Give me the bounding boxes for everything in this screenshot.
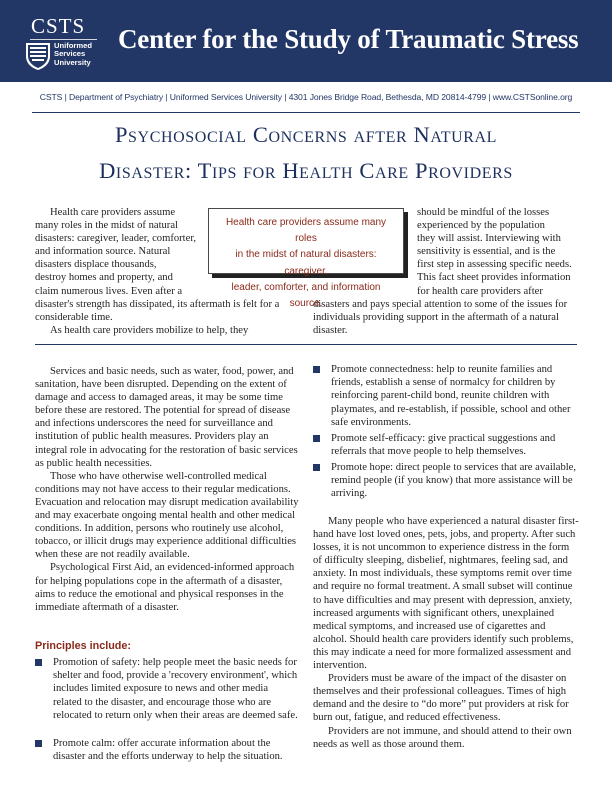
body-paragraph: Providers are not immune, and should attend to their own needs as well as those around them. (313, 725, 572, 750)
intro-line: should be mindful of the losses (417, 207, 550, 218)
intro-line: individuals providing support in the aftermath of a natural (313, 311, 559, 323)
intro-line: destroy homes and property, and (35, 272, 173, 284)
pull-quote-line: leader, comforter, and information source. (231, 281, 381, 310)
bullet-text: Promote self-efficacy: give practical suggestions and referrals that move people to help themselves. (331, 433, 556, 458)
header-title: Center for the Study of Traumatic Stress (118, 24, 579, 54)
intro-line: As health care providers mobilize to help, they (50, 324, 249, 336)
address-line: CSTS | Department of Psychiatry | Uniformed Services University | 4301 Jones Bridge Road, Bethesda, MD 20814-4799 | www.CSTSonline.org (39, 92, 573, 102)
intro-line: experienced by the population (417, 220, 545, 232)
bullet-text: Promote hope: direct people to services that are available, remind people (if you know) that more assistance will be arriving. (331, 462, 577, 500)
bullet-text: Promotion of safety: help people meet the basic needs for shelter and food, provide a 'recovery environment', which includes limited exposure to news and other media related to the disaster, and encourage those who are relocated to return only when their areas are deemed safe. (53, 657, 298, 721)
intro-line: they will assist. Interviewing with (417, 233, 561, 245)
intro-line: disasters and pays special attention to some of the issues for (313, 298, 568, 310)
intro-line: Health care providers assume (50, 207, 176, 218)
intro-line: disaster. (313, 324, 348, 336)
bullet-text: Promote connectedness: help to reunite families and friends, establish a sense of normalcy for children by reinforcing parent-child bond, reunite children with playmates, and re-establish, if possible, school and other safe environments. (331, 364, 571, 428)
intro-line: first step in assessing specific needs. (417, 259, 572, 271)
intro-line: and information source. Natural (35, 246, 171, 258)
bullet-square-icon (313, 435, 320, 442)
logo-wordmark: CSTS (31, 14, 86, 38)
intro-line: disasters: caregiver, leader, comforter, (35, 233, 197, 245)
section-divider (35, 344, 577, 345)
bullet-text: Promote calm: offer accurate information about the disaster and the efforts underway to help the situation. (53, 738, 283, 763)
logo-sub-line: Uniformed (54, 41, 92, 50)
left-column (35, 365, 299, 614)
pull-quote-line: in the midst of natural disasters: caregiver, (235, 249, 377, 277)
pull-quote (208, 208, 404, 310)
header-banner (0, 0, 612, 82)
body-paragraph: Psychological First Aid, an evidenced-informed approach for helping populations cope in the aftermath of a disaster, aims to reduce the emotional and physical responses in the immediate aftermath of a disaster. (35, 562, 295, 613)
intro-line: claim numerous lives. Even after a (35, 285, 183, 297)
bullet-square-icon (35, 659, 42, 666)
body-paragraph: Services and basic needs, such as water, food, power, and sanitation, have been disrupted. Depending on the extent of damage and access to damaged areas, it may be some time before these are restored. The potential for spread of disease and infections underscores the need for surveillance and institution of public health measures. Providers play an integral role in advocating for the restoration of basic services as public health necessities. (35, 366, 298, 469)
pull-quote-line: Health care providers assume many roles (225, 217, 387, 245)
document-title-line-1: Psychosocial Concerns after Natural (114, 122, 498, 147)
bullet-square-icon (313, 464, 320, 471)
shield-icon (24, 41, 52, 71)
logo-sub-line: University (54, 57, 91, 67)
logo-divider (30, 39, 97, 40)
intro-line: considerable time. (35, 311, 113, 323)
bullet-square-icon (313, 366, 320, 373)
intro-line: disasters displace thousands, (35, 259, 157, 271)
body-paragraph: Those who have otherwise well-controlled medical conditions may not have access to their regular medications. Evacuation and relocation may disrupt medication availability and may exacerbate ongoing mental health and other medical conditions. In addition, persons who routinely use alcohol, tobacco, or illicit drugs may experience additional difficulties when these are not readily available. (35, 470, 299, 561)
intro-line: for health care providers after (417, 285, 543, 297)
logo-subtitle (54, 42, 92, 67)
body-paragraph: Providers must be aware of the impact of the disaster on themselves and their professional colleagues. Times of high demand and the desire to “do more” put providers at risk for burn out, fatigue, and reduced effectiveness. (313, 673, 569, 724)
intro-line: disaster's strength has dissipated, its aftermath is felt for a (35, 298, 280, 310)
logo-sub-line: Services (54, 49, 86, 59)
body-paragraph: Many people who have experienced a natural disaster first-hand have lost loved ones, pets, jobs, and property. After such losses, it is not uncommon to experience distress in the form of difficulty sleeping, disbelief, nightmares, feeling sad, and anxiety. In most individuals, these symptoms remit over time and require no formal treatment. A small subset will continue to have difficulties and may present with depression, anxiety, increased arguments with significant others, unexplained medical symptoms, and increased use of cigarettes and alcohol. Should health care providers identify such problems, this may indicate a need for more formalized assessment and intervention. (313, 516, 579, 672)
bullet-square-icon (35, 740, 42, 747)
intro-line: many roles in the midst of natural (35, 220, 178, 232)
intro-line: sensitivity is essential, and is the (417, 246, 556, 258)
intro-line: This fact sheet provides information (417, 272, 571, 284)
divider (32, 112, 580, 113)
principles-heading: Principles include: (35, 640, 131, 652)
document-title-line-2: Disaster: Tips for Health Care Providers (99, 158, 513, 183)
right-column (313, 515, 579, 751)
